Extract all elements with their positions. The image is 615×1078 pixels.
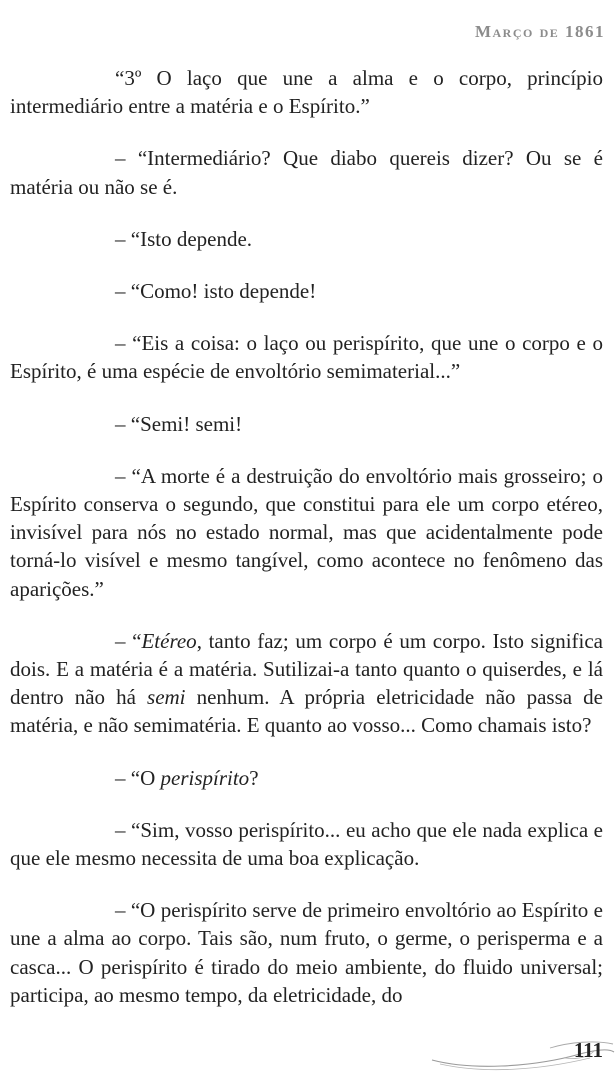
italic-text: perispírito [160, 765, 250, 790]
page-number: 111 [573, 1038, 603, 1062]
paragraph [10, 329, 603, 385]
paragraph [10, 64, 603, 120]
paragraph [10, 896, 603, 1009]
running-header: Março de 1861 [474, 22, 605, 41]
paragraph [10, 462, 603, 603]
text-run: – “Intermediário? Que diabo quereis dizer? Ou se é matéria ou não se é. [10, 146, 603, 199]
text-run: – “Eis a coisa: o laço ou perispírito, que une o corpo e o Espírito, é uma espécie de envoltório semimaterial...” [10, 331, 603, 384]
text-run: nenhum. A própria eletricidade não passa de matéria, e não semimatéria. E quanto ao vosso... Como chamais isto? [10, 685, 603, 738]
paragraph [10, 144, 603, 200]
paragraph [10, 764, 603, 792]
text-run: – “A morte é a destruição do envoltório mais grosseiro; o Espírito conserva o segundo, que constitui para ele um corpo etéreo, invisível para nós no estado normal, mas que acidentalmente pode torná-lo visível e mesmo tangível, como acontece no fenômeno das aparições.” [10, 463, 603, 601]
italic-text: Etéreo [141, 628, 197, 653]
text-run: – “O [115, 765, 161, 790]
paragraph [10, 627, 603, 740]
text-run: – “ [115, 628, 142, 653]
text-run: – “O perispírito serve de primeiro envoltório ao Espírito e une a alma ao corpo. Tais são, num fruto, o germe, o perisperma e a casca... O perispírito é tirado do meio ambiente, do fluido universal; participa, ao mesmo tempo, da eletricidade, do [10, 898, 603, 1007]
text-run: – “Como! isto depende! [115, 279, 317, 304]
text-run: “3º O laço que une a alma e o corpo, princípio intermediário entre a matéria e o Espírito.” [10, 66, 603, 119]
text-run: ? [249, 765, 259, 790]
italic-text: semi [147, 685, 186, 710]
text-run: – “Sim, vosso perispírito... eu acho que ele nada explica e que ele mesmo necessita de uma boa explicação. [10, 817, 603, 871]
text-run: – “Semi! semi! [115, 411, 243, 436]
paragraph [10, 225, 603, 253]
text-run: – “Isto depende. [115, 226, 253, 251]
paragraph [10, 816, 603, 872]
page-body [10, 64, 603, 1009]
paragraph [10, 410, 603, 438]
paragraph [10, 277, 603, 305]
text-run: , tanto faz; um corpo é um corpo. Isto significa dois. E a matéria é a matéria. Sutilizai-a tanto quanto o quiserdes, e lá dentro não há [10, 628, 603, 710]
